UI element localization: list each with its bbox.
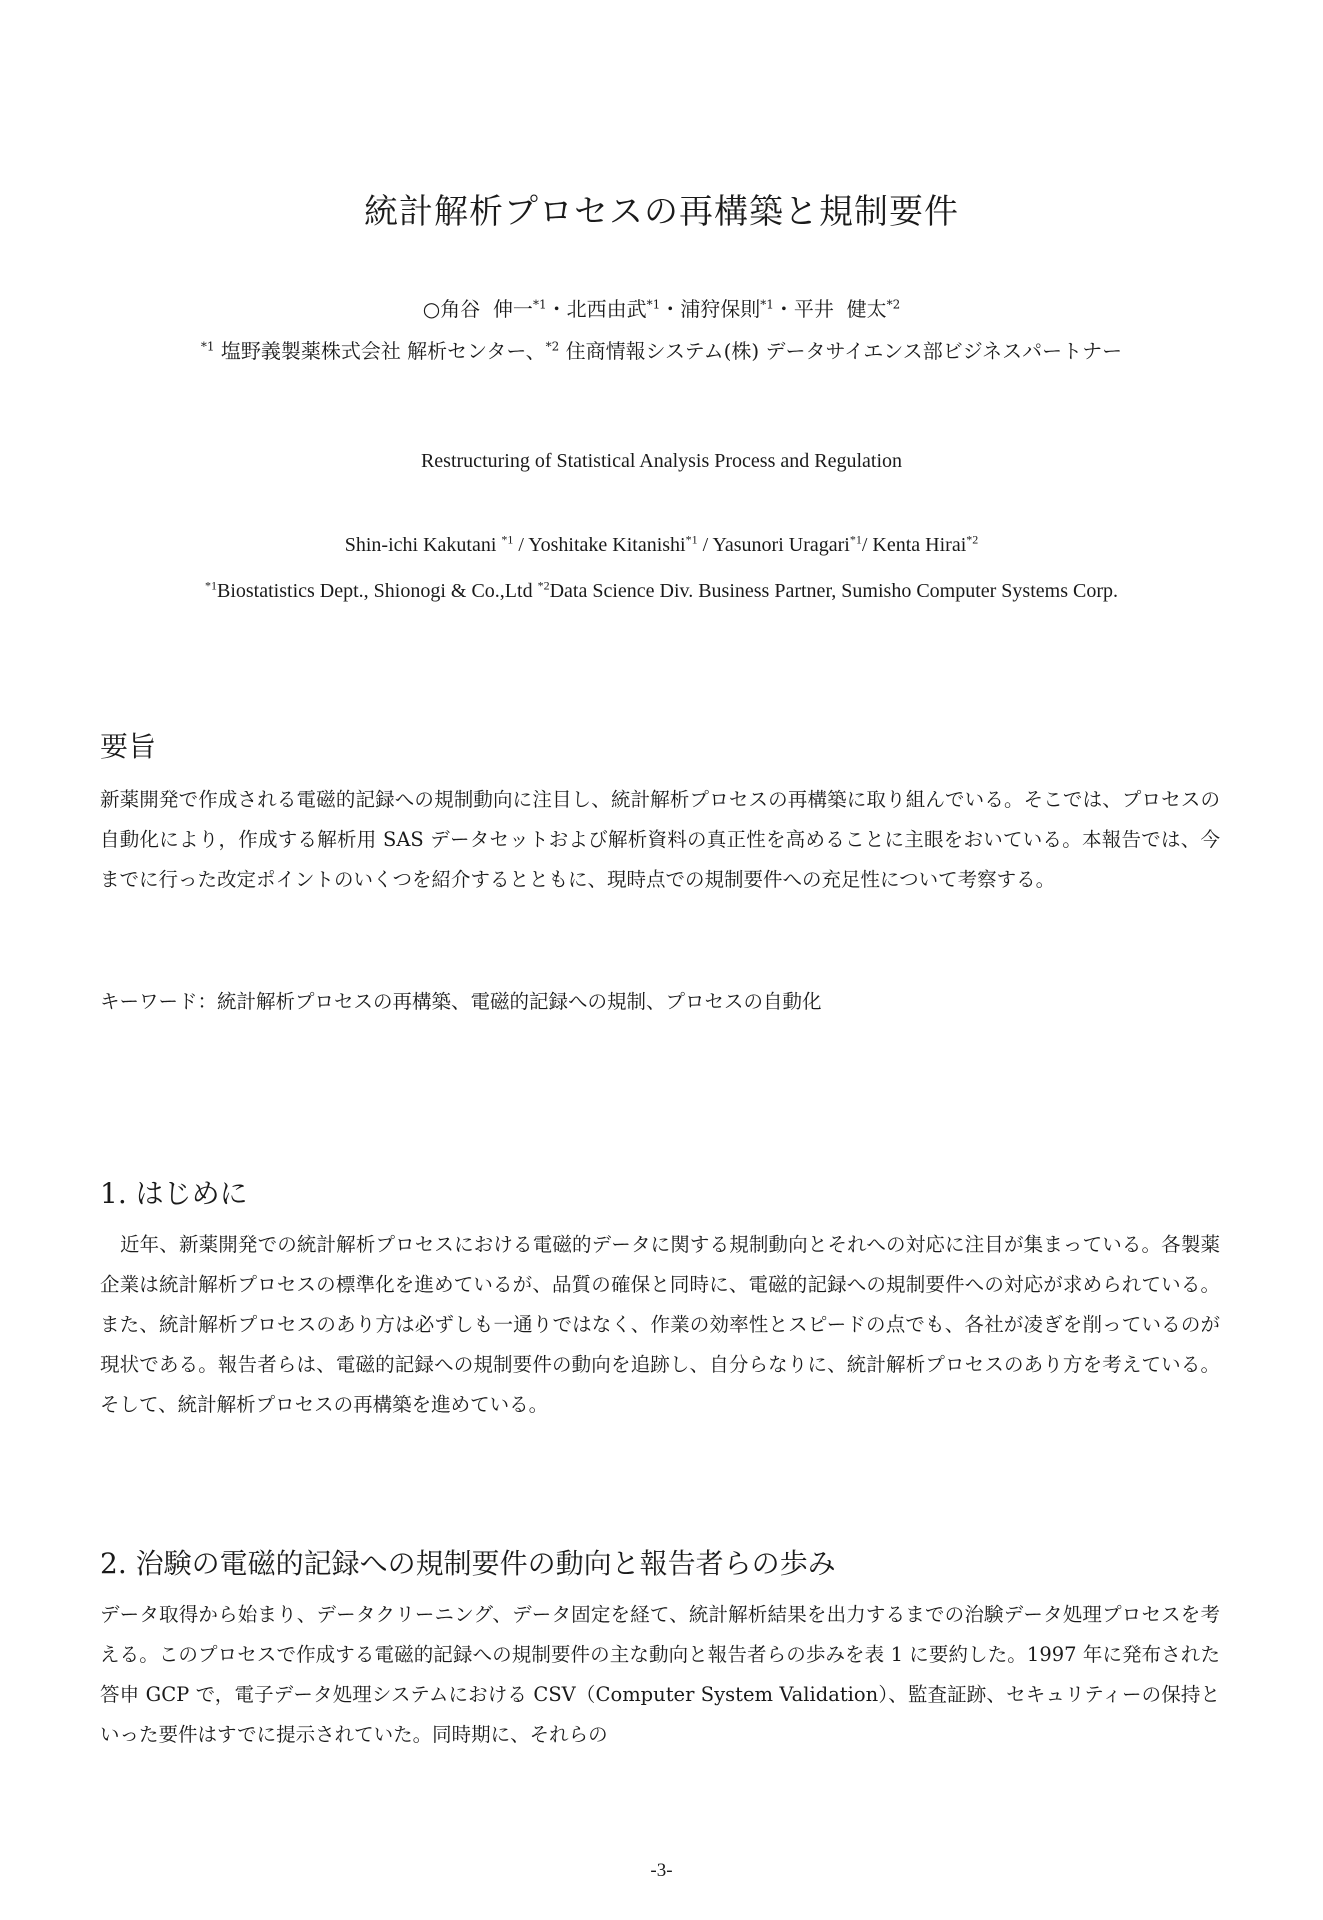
author-2-en: / Yoshitake Kitanishi	[513, 534, 686, 556]
affiliations-ja	[0, 335, 1323, 364]
author-4-affil-mark: *2	[886, 297, 901, 312]
paper-title-en: Restructuring of Statistical Analysis Process and Regulation	[420, 450, 903, 472]
authors-en	[0, 534, 1323, 557]
author-2-affil-mark: *1	[646, 297, 661, 312]
author-4-family: ・平井	[773, 297, 834, 321]
author-3-en: / Yasunori Uragari	[697, 534, 850, 556]
abstract-body: 新薬開発で作成される電磁的記録への規制動向に注目し、統計解析プロセスの再構築に取り組んでいる。そこでは、プロセスの自動化により，作成する解析用 SAS データセットおよび解析資料の真正性を高めることに主眼をおいている。本報告では、今までに行った改定ポイントのいくつを紹介するとともに、現時点での規制要件への充足性について考察する。	[100, 788, 1220, 891]
author-1-given: 伸一	[492, 297, 533, 321]
affil-2-ja: 住商情報システム(株) データサイエンス部ビジネスパートナー	[565, 339, 1123, 363]
affil-1-ja: 塩野義製薬株式会社 解析センター、	[220, 339, 546, 363]
affil-1-en-mark: *1	[205, 578, 217, 593]
page-number: -3-	[650, 1860, 673, 1881]
affil-2-en: Data Science Div. Business Partner, Sumisho Computer Systems Corp.	[549, 580, 1118, 602]
author-1-en-mark: *1	[501, 532, 514, 547]
author-4-en: / Kenta Hirai	[861, 534, 967, 556]
author-4-en-mark: *2	[966, 532, 979, 547]
affil-2-mark: *2	[545, 339, 560, 354]
author-3: ・浦狩保則	[660, 297, 761, 321]
author-4-given: 健太	[846, 297, 887, 321]
authors-ja	[0, 293, 1323, 322]
author-1-en: Shin-ichi Kakutani	[344, 534, 497, 556]
section-1-heading: 1. はじめに	[100, 1177, 248, 1210]
affil-2-en-mark: *2	[537, 578, 550, 593]
section-1-body: 近年、新薬開発での統計解析プロセスにおける電磁的データに関する規制動向とそれへの対応に注目が集まっている。各製薬企業は統計解析プロセスの標準化を進めているが、品質の確保と同時に、電磁的記録への規制要件への対応が求められている。また、統計解析プロセスのあり方は必ずしも一通りではなく、作業の効率性とスピードの点でも、各社が凌ぎを削っているのが現状である。報告者らは、電磁的記録への規制要件の動向を追跡し、自分らなりに、統計解析プロセスのあり方を考えている。そして、統計解析プロセスの再構築を進めている。	[100, 1233, 1220, 1416]
affil-1-mark: *1	[200, 339, 215, 354]
keywords-line: キーワード：統計解析プロセスの再構築、電磁的記録への規制、プロセスの自動化	[100, 990, 822, 1013]
affiliations-en	[0, 580, 1323, 603]
author-2: ・北西由武	[546, 297, 647, 321]
author-3-en-mark: *1	[849, 532, 862, 547]
affil-1-en: Biostatistics Dept., Shionogi & Co.,Ltd	[217, 580, 538, 602]
author-2-en-mark: *1	[685, 532, 698, 547]
author-3-affil-mark: *1	[760, 297, 774, 312]
paper-title-ja: 統計解析プロセスの再構築と規制要件	[364, 192, 959, 232]
author-1-family: ○角谷	[422, 297, 481, 321]
section-2-heading: 2. 治験の電磁的記録への規制要件の動向と報告者らの歩み	[100, 1547, 836, 1580]
abstract-heading: 要旨	[100, 730, 157, 763]
section-2-body: データ取得から始まり、データクリーニング、データ固定を経て、統計解析結果を出力するまでの治験データ処理プロセスを考える。このプロセスで作成する電磁的記録への規制要件の主な動向と報告者らの歩みを表 1 に要約した。1997 年に発布された答申 GCP で，電子データ処理システムにおける CSV（Computer System Validation）、監査証跡、セキュリティーの保持といった要件はすでに提示されていた。同時期に、それらの	[100, 1603, 1220, 1746]
author-1-affil-mark: *1	[532, 297, 547, 312]
